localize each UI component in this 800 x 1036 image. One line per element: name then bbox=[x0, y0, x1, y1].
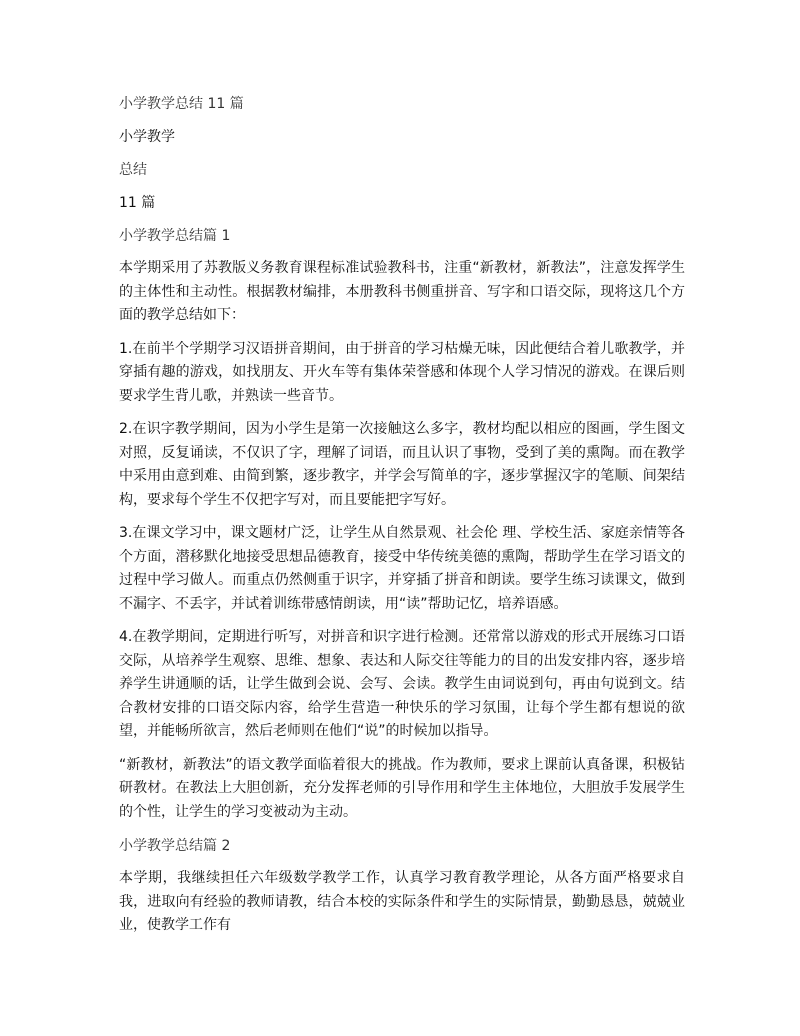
section-1-closing-paragraph: “新教材，新教法”的语文教学面临着很大的挑战。作为教师，要求上课前认真备课，积极钻研教材。在教法上大胆创新，充分发挥老师的引导作用和学生主体地位，大胆放手发展学生的个性，让学生的学习变被动为主动。 bbox=[119, 756, 685, 820]
section-2-title: 小学教学总结篇 2 bbox=[119, 838, 231, 854]
section-1-paragraph-2: 2.在识字教学期间，因为小学生是第一次接触这么多字，教材均配以相应的图画，学生图文对照，反复诵读，不仅识了字，理解了词语，而且认识了事物，受到了美的熏陶。而在教学中采用由意到难、由简到繁，逐步教字，并学会写简单的字，逐步掌握汉字的笔顺、间架结构，要求每个学生不仅把字写对，而且要能把字写好。 bbox=[119, 421, 685, 508]
section-1-paragraph-1: 1.在前半个学期学习汉语拼音期间，由于拼音的学习枯燥无味，因此便结合着儿歌教学，并穿插有趣的游戏，如找朋友、开火车等有集体荣誉感和体现个人学习情况的游戏。在课后则要求学生背儿歌，并熟读一些音节。 bbox=[119, 340, 685, 404]
section-1-paragraph-3: 3.在课文学习中，课文题材广泛，让学生从自然景观、社会伦 理、学校生活、家庭亲情等各个方面，潜移默化地接受思想品德教育，接受中华传统美德的熏陶，帮助学生在学习语文的过程中学习做人。而重点仍然侧重于识字，并穿插了拼音和朗读。要学生练习读课文，做到不漏字、不丢字，并试着训练带感情朗读，用“读”帮助记忆，培养语感。 bbox=[119, 525, 685, 612]
section-1-intro-paragraph: 本学期采用了苏教版义务教育课程标准试验教科书，注重“新教材，新教法”，注意发挥学生的主体性和主动性。根据教材编排，本册教科书侧重拼音、写字和口语交际，现将这几个方面的教学总结如下： bbox=[119, 260, 685, 323]
document-page bbox=[119, 92, 685, 948]
section-2-paragraph-1: 本学期，我继续担任六年级数学教学工作，认真学习教育教学理论，从各方面严格要求自我，进取向有经验的教师请教，结合本校的实际条件和学生的实际情景，勤勤恳恳，兢兢业业，使教学工作有 bbox=[119, 870, 685, 933]
heading-1: 小学教学 bbox=[119, 129, 175, 145]
document-title: 小学教学总结 11 篇 bbox=[119, 96, 244, 112]
heading-3: 11 篇 bbox=[119, 195, 156, 211]
section-1-paragraph-4: 4.在教学期间，定期进行听写，对拼音和识字进行检测。还常常以游戏的形式开展练习口语交际，从培养学生观察、思维、想象、表达和人际交往等能力的目的出发安排内容，逐步培养学生讲通顺的话，让学生做到会说、会写、会读。教学生由词说到句，再由句说到文。结合教材安排的口语交际内容，给学生营造一种快乐的学习氛围，让每个学生都有想说的欲 望，并能畅所欲言，然后老师则在他们“说”的时候加以指导。 bbox=[119, 629, 685, 739]
section-1-title: 小学教学总结篇 1 bbox=[119, 228, 231, 244]
heading-2: 总结 bbox=[119, 162, 147, 178]
